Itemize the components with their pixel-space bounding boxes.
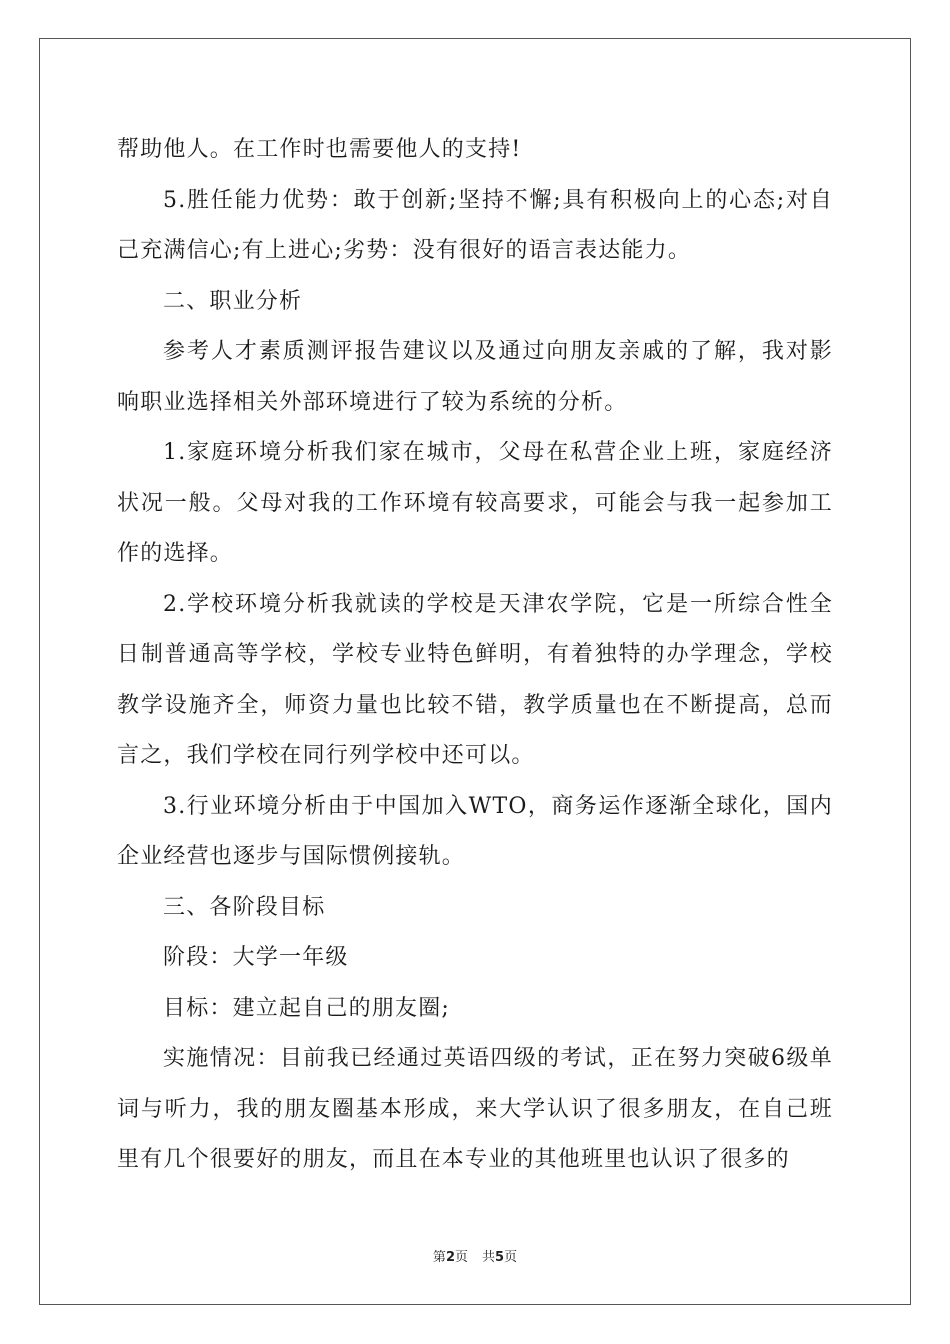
total-suffix: 页 [504,1250,518,1265]
section-heading: 三、各阶段目标 [163,894,326,920]
total-page-number: 5 [495,1250,505,1265]
paragraph: 参考人才素质测评报告建议以及通过向朋友亲戚的了解，我对影响职业选择相关外部环境进行了较为系统的分析。 [117,339,833,415]
paragraph: 帮助他人。在工作时也需要他人的支持! [117,137,522,162]
paragraph: 2.学校环境分析我就读的学校是天津农学院，它是一所综合性全日制普通高等学校，学校专业特色鲜明，有着独特的办学理念，学校教学设施齐全，师资力量也比较不错，教学质量也在不断提高，总而言之，我们学校在同行列学校中还可以。 [117,591,833,768]
paragraph: 阶段：大学一年级 [163,945,349,970]
section-heading: 二、职业分析 [163,288,303,314]
total-prefix: 共 [482,1250,496,1265]
current-page-number: 2 [445,1250,455,1265]
paragraph: 3.行业环境分析由于中国加入WTO，商务运作逐渐全球化，国内企业经营也逐步与国际惯例接轨。 [117,793,833,869]
page-footer [0,1246,950,1265]
paragraph: 5.胜任能力优势：敢于创新;坚持不懈;具有积极向上的心态;对自己充满信心;有上进心;劣势：没有很好的语言表达能力。 [117,187,833,263]
page-prefix: 第 [432,1250,446,1265]
page-suffix: 页 [454,1250,468,1265]
paragraph: 实施情况：目前我已经通过英语四级的考试，正在努力突破6级单词与听力，我的朋友圈基本形成，来大学认识了很多朋友，在自己班里有几个很要好的朋友，而且在本专业的其他班里也认识了很多的 [117,1046,833,1172]
paragraph: 目标：建立起自己的朋友圈; [163,995,451,1021]
document-body [117,125,833,1186]
paragraph: 1.家庭环境分析我们家在城市，父母在私营企业上班，家庭经济状况一般。父母对我的工作环境有较高要求，可能会与我一起参加工作的选择。 [117,440,833,566]
